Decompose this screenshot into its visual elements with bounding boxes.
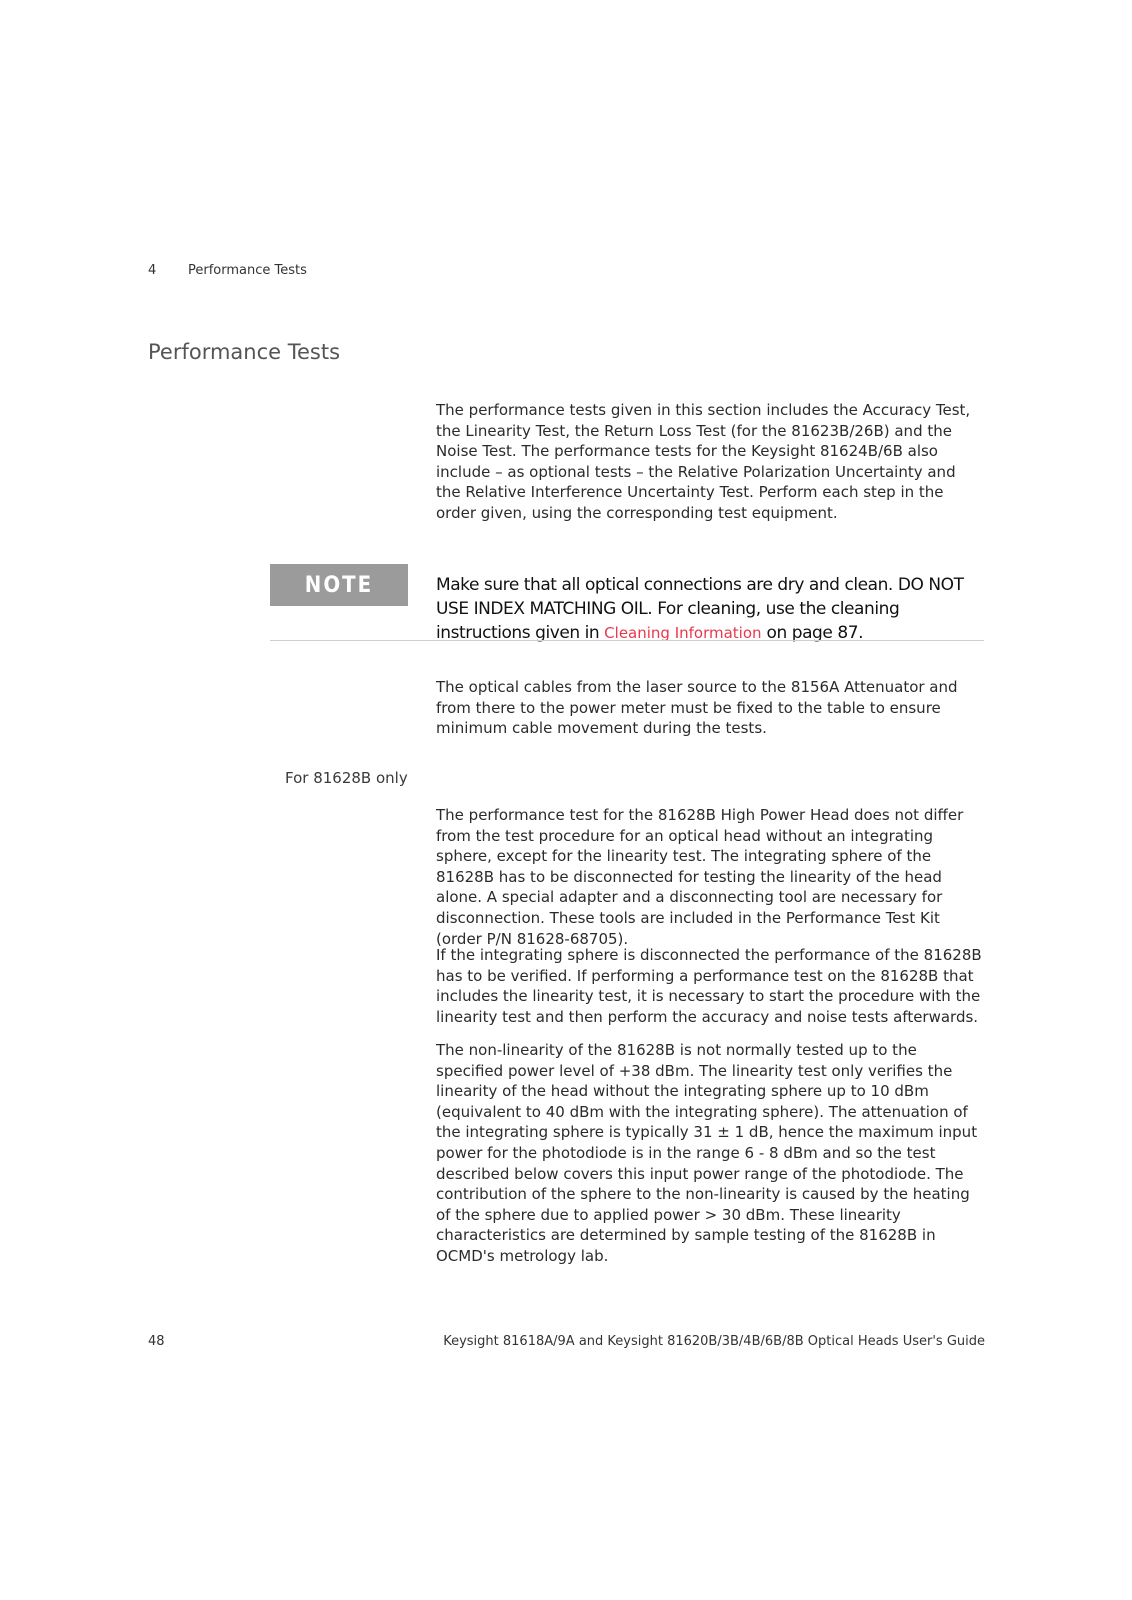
running-header	[148, 263, 307, 278]
note-text-after-link: on page 87.	[761, 623, 864, 643]
note-divider	[270, 640, 984, 641]
cleaning-information-link[interactable]: Cleaning Information	[604, 624, 762, 642]
chapter-number: 4	[148, 263, 157, 278]
side-label-81628b: For 81628B only	[285, 769, 408, 787]
section-title: Performance Tests	[148, 340, 341, 364]
footer-page-number: 48	[148, 1334, 165, 1349]
note-text-before-link: Make sure that all optical connections are dry and clean. DO NOT USE INDEX MATCHING OIL. For cleaning, use the cleaning instructions given in	[436, 575, 964, 643]
intro-paragraph: The performance tests given in this section includes the Accuracy Test, the Linearity Test, the Return Loss Test (for the 81623B/26B) and the Noise Test. The performance tests for the Keysight 81624B/6B also include – as optional tests – the Relative Polarization Uncertainty and the Relative Interference Uncertainty Test. Perform each step in the order given, using the corresponding test equipment.	[436, 401, 971, 522]
paragraph-81628b-2: If the integrating sphere is disconnected the performance of the 81628B has to be verified. If performing a performance test on the 81628B that includes the linearity test, it is necessary to start the procedure with the linearity test and then perform the accuracy and noise tests afterwards.	[436, 946, 982, 1026]
footer-document-title: Keysight 81618A/9A and Keysight 81620B/3B/4B/6B/8B Optical Heads User's Guide	[443, 1334, 985, 1349]
paragraph-81628b-3: The non-linearity of the 81628B is not normally tested up to the specified power level of +38 dBm. The linearity test only verifies the linearity of the head without the integrating sphere up to 10 dBm (equivalent to 40 dBm with the integrating sphere). The attenuation of the integrating sphere is typically 31 ± 1 dB, hence the maximum input power for the photodiode is in the range 6 - 8 dBm and so the test described below covers this input power range of the photodiode. The contribution of the sphere to the non-linearity is caused by the heating of the sphere due to applied power > 30 dBm. These linearity characteristics are determined by sample testing of the 81628B in OCMD's metrology lab.	[436, 1041, 978, 1265]
chapter-title: Performance Tests	[188, 263, 307, 278]
cables-paragraph: The optical cables from the laser source to the 8156A Attenuator and from there to the power meter must be fixed to the table to ensure minimum cable movement during the tests.	[436, 678, 958, 738]
note-text	[436, 573, 990, 645]
note-label: NOTE	[270, 564, 408, 606]
paragraph-81628b-1: The performance test for the 81628B High Power Head does not differ from the test procedure for an optical head without an integrating sphere, except for the linearity test. The integrating sphere of the 81628B has to be disconnected for testing the linearity of the head alone. A special adapter and a disconnecting tool are necessary for disconnection. These tools are included in the Performance Test Kit (order P/N 81628-68705).	[436, 806, 964, 948]
